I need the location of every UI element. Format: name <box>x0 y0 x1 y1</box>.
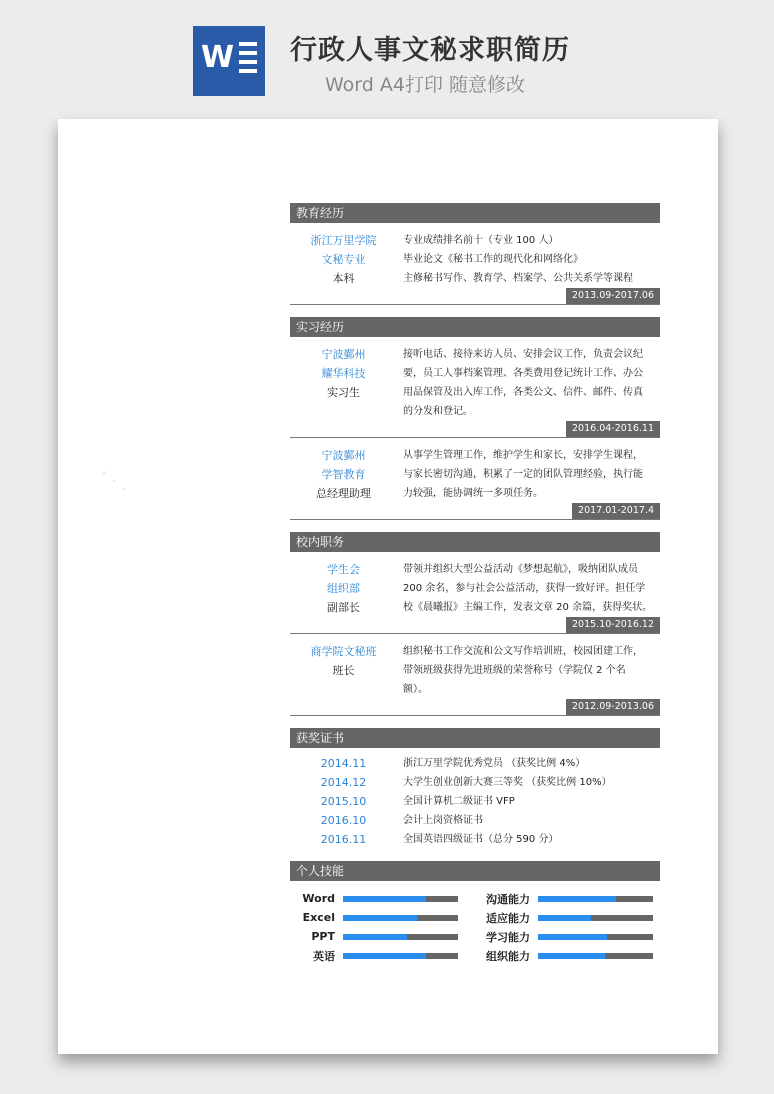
entry-line: 力较强，能协调统一多项任务。 <box>403 488 543 499</box>
entry-line: 带领并组织大型公益活动《梦想起航》，吸纳团队成员 <box>403 564 638 575</box>
entry-line: 毕业论文《秘书工作的现代化和网络化》 <box>403 254 583 265</box>
entry-left-line: 班长 <box>332 664 355 677</box>
entry-left-line: 总经理助理 <box>316 487 371 500</box>
entry-line: 要，员工人事档案管理、各类费用登记统计工作、办公 <box>403 368 643 379</box>
skill-row <box>290 946 475 965</box>
entry-line: 额）。 <box>403 684 428 695</box>
header <box>0 0 774 110</box>
entry-line: 从事学生管理工作，维护学生和家长，安排学生课程， <box>403 450 643 461</box>
skill-bar <box>538 915 653 921</box>
entry-line: 组织秘书工作交流和公文写作培训班，校园团建工作， <box>403 646 643 657</box>
entry-campus <box>290 560 660 634</box>
entry-line: 200 余名，参与社会公益活动，获得一致好评。担任学 <box>403 583 646 594</box>
entry-left-line: 文秘专业 <box>321 253 366 266</box>
skill-name: 英语 <box>313 949 335 963</box>
skill-bar <box>538 896 653 902</box>
page-title: 行政人事文秘求职简历 <box>290 35 570 66</box>
award-date: 2016.11 <box>320 833 367 846</box>
word-icon-letter: W <box>201 40 235 75</box>
entry-left-line: 本科 <box>332 272 355 285</box>
skills-column-right <box>475 889 660 965</box>
section-title-campus: 校内职务 <box>290 532 660 552</box>
skill-bar-fill <box>538 915 591 921</box>
skill-bar-fill <box>343 953 426 959</box>
skill-row <box>290 889 475 908</box>
entry-campus <box>290 642 660 716</box>
section-title-internship: 实习经历 <box>290 317 660 337</box>
entry-left-line: 副部长 <box>327 601 360 614</box>
award-date: 2014.12 <box>320 776 367 789</box>
skill-row <box>475 889 660 908</box>
skill-bar <box>343 934 458 940</box>
entry-date: 2017.01-2017.4 <box>572 503 660 519</box>
entry-left-line: 宁波鄞州 <box>321 348 366 361</box>
entry-line: 与家长密切沟通，积累了一定的团队管理经验，执行能 <box>403 469 643 480</box>
entry-line: 主修秘书写作、教育学、档案学、公共关系学等课程 <box>403 273 633 284</box>
skill-name: 适应能力 <box>486 911 530 925</box>
skill-bar <box>343 896 458 902</box>
resume-content <box>290 203 660 965</box>
award-row <box>290 830 660 849</box>
skill-bar <box>538 953 653 959</box>
skill-name: 沟通能力 <box>486 892 530 906</box>
skill-bar <box>343 915 458 921</box>
skill-row <box>475 908 660 927</box>
entry-left-line: 组织部 <box>327 582 360 595</box>
entry-left <box>290 642 397 680</box>
skill-name: 组织能力 <box>486 949 530 963</box>
entry-description <box>403 560 660 617</box>
skill-bar-fill <box>538 934 607 940</box>
awards-list <box>290 754 660 849</box>
skill-bar-fill <box>343 934 407 940</box>
award-date: 2015.10 <box>320 795 367 808</box>
entry-line: 接听电话、接待来访人员、安排会议工作，负责会议纪 <box>403 349 643 360</box>
entry-left-line: 宁波鄞州 <box>321 449 366 462</box>
award-row <box>290 754 660 773</box>
award-text: 全国计算机二级证书 VFP <box>403 796 515 807</box>
entry-left-line: 学生会 <box>327 563 360 576</box>
skill-bar <box>538 934 653 940</box>
entry-left-line: 学智教育 <box>321 468 366 481</box>
award-date: 2014.11 <box>320 757 367 770</box>
skill-row <box>290 908 475 927</box>
entry-line: 带领班级获得先进班级的荣誉称号（学院仅 2 个名 <box>403 665 626 676</box>
entry-left <box>290 560 397 617</box>
watermark-decoration: · · · <box>94 461 134 501</box>
entry-date: 2012.09-2013.06 <box>566 699 660 715</box>
skill-name: Excel <box>302 911 335 924</box>
entry-description <box>403 446 660 503</box>
entry-date: 2013.09-2017.06 <box>566 288 660 304</box>
skill-row <box>290 927 475 946</box>
skill-row <box>475 927 660 946</box>
resume-paper <box>58 119 718 1054</box>
entry-date-row <box>290 503 660 519</box>
entry-internship <box>290 345 660 438</box>
word-icon <box>193 26 265 96</box>
entry-education <box>290 231 660 305</box>
entry-line: 专业成绩排名前十（专业 100 人） <box>403 235 559 246</box>
award-row <box>290 773 660 792</box>
entry-date-row <box>290 288 660 304</box>
entry-line: 用品保管及出入库工作，各类公文、信件、邮件、传真 <box>403 387 643 398</box>
skill-name: Word <box>302 892 335 905</box>
section-title-education: 教育经历 <box>290 203 660 223</box>
entry-left-line: 浙江万里学院 <box>310 234 377 247</box>
skill-bar-fill <box>343 896 426 902</box>
skill-name: 学习能力 <box>486 930 530 944</box>
award-text: 浙江万里学院优秀党员 （获奖比例 4%） <box>403 758 586 769</box>
award-row <box>290 792 660 811</box>
award-date: 2016.10 <box>320 814 367 827</box>
skill-bar-fill <box>343 915 417 921</box>
entry-date: 2015.10-2016.12 <box>566 617 660 633</box>
entry-left-line: 商学院文秘班 <box>310 645 377 658</box>
entry-line: 校《晨曦报》主编工作，发表文章 20 余篇，获得奖状。 <box>403 602 653 613</box>
award-text: 会计上岗资格证书 <box>403 815 483 826</box>
entry-description <box>403 345 660 421</box>
award-row <box>290 811 660 830</box>
entry-description <box>403 642 660 699</box>
skills-column-left <box>290 889 475 965</box>
skills-grid <box>290 889 660 965</box>
award-text: 大学生创业创新大赛三等奖 （获奖比例 10%） <box>403 777 612 788</box>
entry-date-row <box>290 699 660 715</box>
skill-bar-fill <box>538 953 605 959</box>
entry-description <box>403 231 660 288</box>
page-subtitle: Word A4打印 随意修改 <box>325 74 526 96</box>
award-text: 全国英语四级证书（总分 590 分） <box>403 834 559 845</box>
entry-date: 2016.04-2016.11 <box>566 421 660 437</box>
skill-bar <box>343 953 458 959</box>
entry-date-row <box>290 421 660 437</box>
entry-left <box>290 345 397 402</box>
entry-left <box>290 446 397 503</box>
skill-bar-fill <box>538 896 616 902</box>
section-title-awards: 获奖证书 <box>290 728 660 748</box>
entry-left <box>290 231 397 288</box>
entry-date-row <box>290 617 660 633</box>
skill-row <box>475 946 660 965</box>
section-title-skills: 个人技能 <box>290 861 660 881</box>
entry-left-line: 实习生 <box>327 386 360 399</box>
entry-line: 的分发和登记。 <box>403 406 473 417</box>
skill-name: PPT <box>311 930 335 943</box>
entry-internship <box>290 446 660 520</box>
entry-left-line: 耀华科技 <box>321 367 366 380</box>
